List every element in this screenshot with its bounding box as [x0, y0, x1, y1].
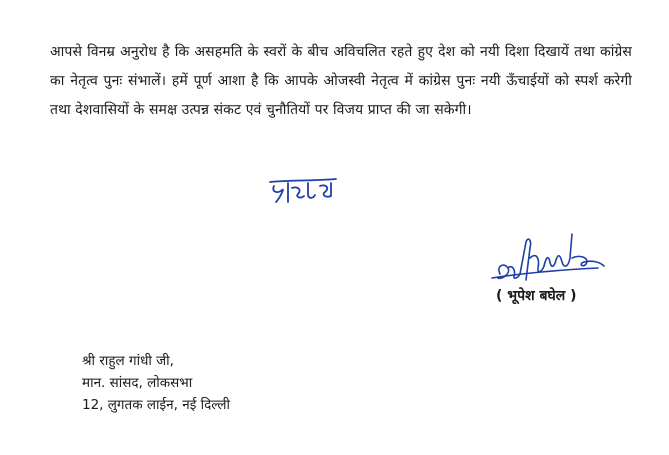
addressee-block — [82, 350, 230, 416]
addressee-address: 12, लुगतक लाईन, नई दिल्ली — [82, 397, 231, 413]
signer-name: ( भूपेश बघेल ) — [496, 288, 577, 304]
addressee-name: श्री राहुल गांधी जी, — [82, 353, 174, 369]
letter-body-paragraph: आपसे विनम्र अनुरोध है कि असहमति के स्वरों के बीच अविचलित रहते हुए देश को नयी दिशा दिखायें तथा कांग्रेस का नेतृत्व पुनः संभालें। हमें पूर्ण आशा है कि आपके ओजस्वी नेतृत्व में कांग्रेस पुनः नयी ऊँचाईयों को स्पर्श करेगी तथा देशवासियों के समक्ष उत्पन्न संकट एवं चुनौतियों पर विजय प्राप्त की जा सकेगी। — [50, 44, 632, 118]
signature-ink-icon — [488, 228, 608, 290]
saadar-ink-icon — [268, 172, 338, 208]
addressee-designation: मान. सांसद, लोकसभा — [82, 375, 193, 391]
handwritten-saadar — [268, 172, 338, 208]
handwritten-signature — [488, 228, 608, 290]
